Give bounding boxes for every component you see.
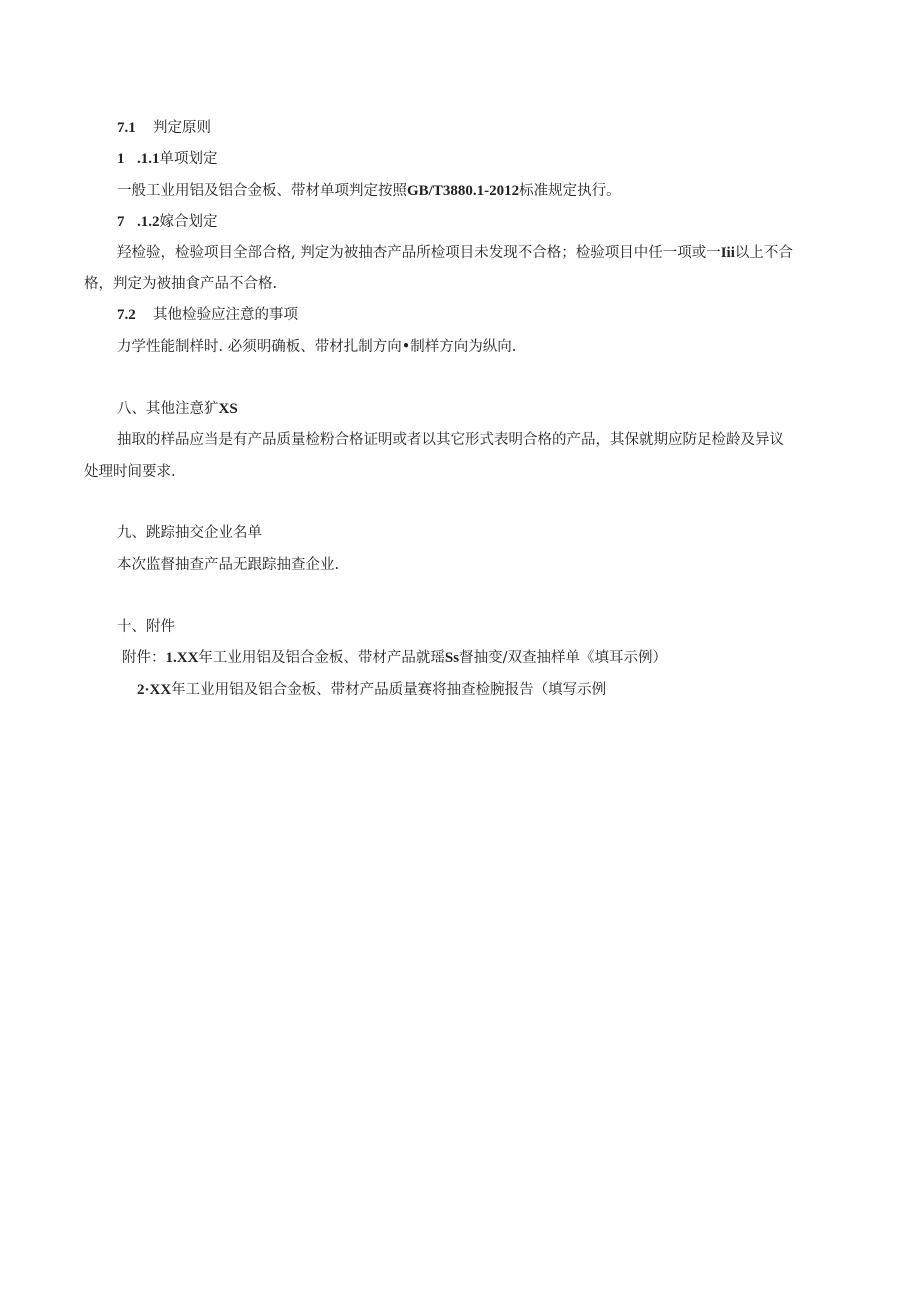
text-bold: Iii	[720, 245, 735, 261]
text-bold: 2·XX	[137, 682, 172, 698]
section-title: 八、其他注意犷	[117, 401, 219, 417]
standard-code: GB/T3880.1-2012	[407, 183, 520, 199]
text: 一般工业用铝及铝合金板、带材单项判定按照	[117, 183, 407, 199]
section-number-suffix: .1.2	[137, 214, 160, 230]
heading-7-1-2	[117, 212, 218, 232]
section-number-prefix: 7	[117, 214, 125, 230]
text: 督抽变/双查抽样单《填耳示例）	[459, 650, 667, 666]
text: 羟检验，检验项目全部合格, 判定为被抽杏产品所检项目未发现不合格；检验项目中任一项或一	[117, 245, 721, 261]
text: 年工业用铝及铝合金板、带材产品就瑶	[198, 650, 445, 666]
attachment-2	[137, 680, 606, 700]
section-number: 7.2	[117, 307, 136, 323]
heading-7-1-1	[117, 149, 218, 169]
text: 年工业用铝及铝合金板、带材产品质量赛将抽查检腕报告（填写示例	[171, 682, 607, 698]
attachment-1	[122, 648, 667, 668]
paragraph-8-line1: 抽取的样品应当是有产品质量检粉合格证明或者以其它形式表明合格的产品，其保就期应防足检龄及异议	[117, 432, 784, 448]
heading-7-1	[117, 118, 211, 138]
text-bold: Ss	[444, 650, 460, 666]
section-number-suffix: .1.1	[137, 151, 160, 167]
paragraph-7-2: 力学性能制样时. 必须明确板、带材扎制方向•制样方向为纵向.	[117, 339, 517, 355]
paragraph-7-1-1	[117, 181, 621, 201]
heading-9: 九、跳踪抽交企业名单	[117, 525, 262, 541]
section-title: 单项划定	[159, 151, 218, 167]
paragraph-7-1-2-line1	[117, 243, 793, 263]
section-title-bold: XS	[218, 401, 238, 417]
text: 标准规定执行。	[519, 183, 621, 199]
heading-8	[117, 399, 238, 419]
text: 以上不合	[734, 245, 793, 261]
paragraph-8-line2: 处理时间要求.	[84, 464, 176, 480]
paragraph-9: 本次监督抽查产品无跟踪抽查企业.	[117, 557, 340, 573]
section-title: 嫁合划定	[159, 214, 218, 230]
heading-10: 十、附件	[117, 619, 175, 635]
section-number: 7.1	[117, 120, 136, 136]
section-number-prefix: 1	[117, 151, 125, 167]
section-title: 判定原则	[153, 120, 211, 136]
section-title: 其他检验应注意的事项	[153, 307, 298, 323]
paragraph-7-1-2-line2: 格，判定为被抽食产品不合格.	[84, 276, 278, 292]
attachment-label: 附件：	[122, 650, 166, 666]
text-bold: 1.XX	[165, 650, 199, 666]
heading-7-2	[117, 305, 298, 325]
